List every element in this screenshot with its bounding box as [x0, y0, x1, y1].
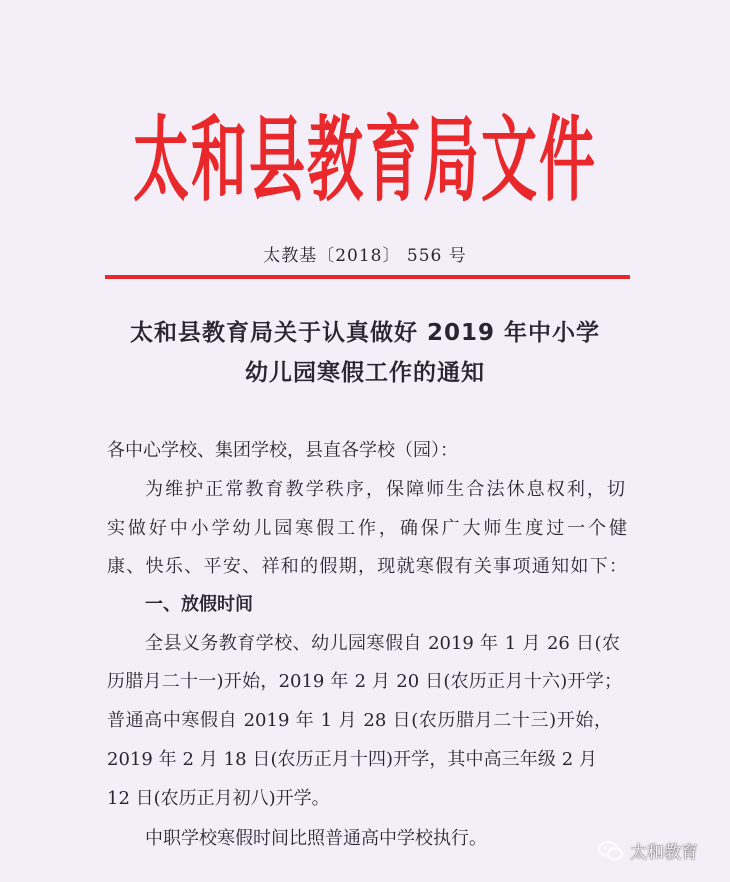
body-line: 实做好中小学幼儿园寒假工作，确保广大师生度过一个健: [107, 518, 627, 539]
section-heading: 一、放假时间: [145, 594, 253, 615]
body-line: 历腊月二十一)开始，2019 年 2 月 20 日(农历正月十六)开学；: [107, 671, 622, 692]
red-divider: [105, 275, 630, 279]
watermark-label: 太和教育: [630, 843, 698, 863]
notice-title-line-1: 太和县教育局关于认真做好 2019 年中小学: [129, 320, 601, 346]
body-line: 康、快乐、平安、祥和的假期，现就寒假有关事项通知如下：: [107, 556, 627, 577]
body-line: 全县义务教育学校、幼儿园寒假自 2019 年 1 月 26 日(农: [145, 633, 620, 654]
body-line: 2019 年 2 月 18 日(农历正月十四)开学，其中高三年级 2 月: [107, 749, 597, 770]
notice-title-line-2: 幼儿园寒假工作的通知: [245, 360, 485, 386]
body-line: 中职学校寒假时间比照普通高中学校执行。: [145, 828, 487, 849]
body-line: 普通高中寒假自 2019 年 1 月 28 日(农历腊月二十三)开始，: [107, 710, 612, 731]
document-masthead: 太和县教育局文件: [133, 107, 597, 216]
watermark: [598, 838, 698, 863]
wechat-icon: [598, 840, 624, 862]
document-number: 太教基〔2018〕 556 号: [263, 246, 467, 266]
body-line: 为维护正常教育教学秩序，保障师生合法休息权利，切: [145, 479, 625, 500]
body-line: 12 日(农历正月初八)开学。: [107, 788, 330, 809]
salutation: 各中心学校、集团学校，县直各学校（园）：: [107, 440, 458, 461]
